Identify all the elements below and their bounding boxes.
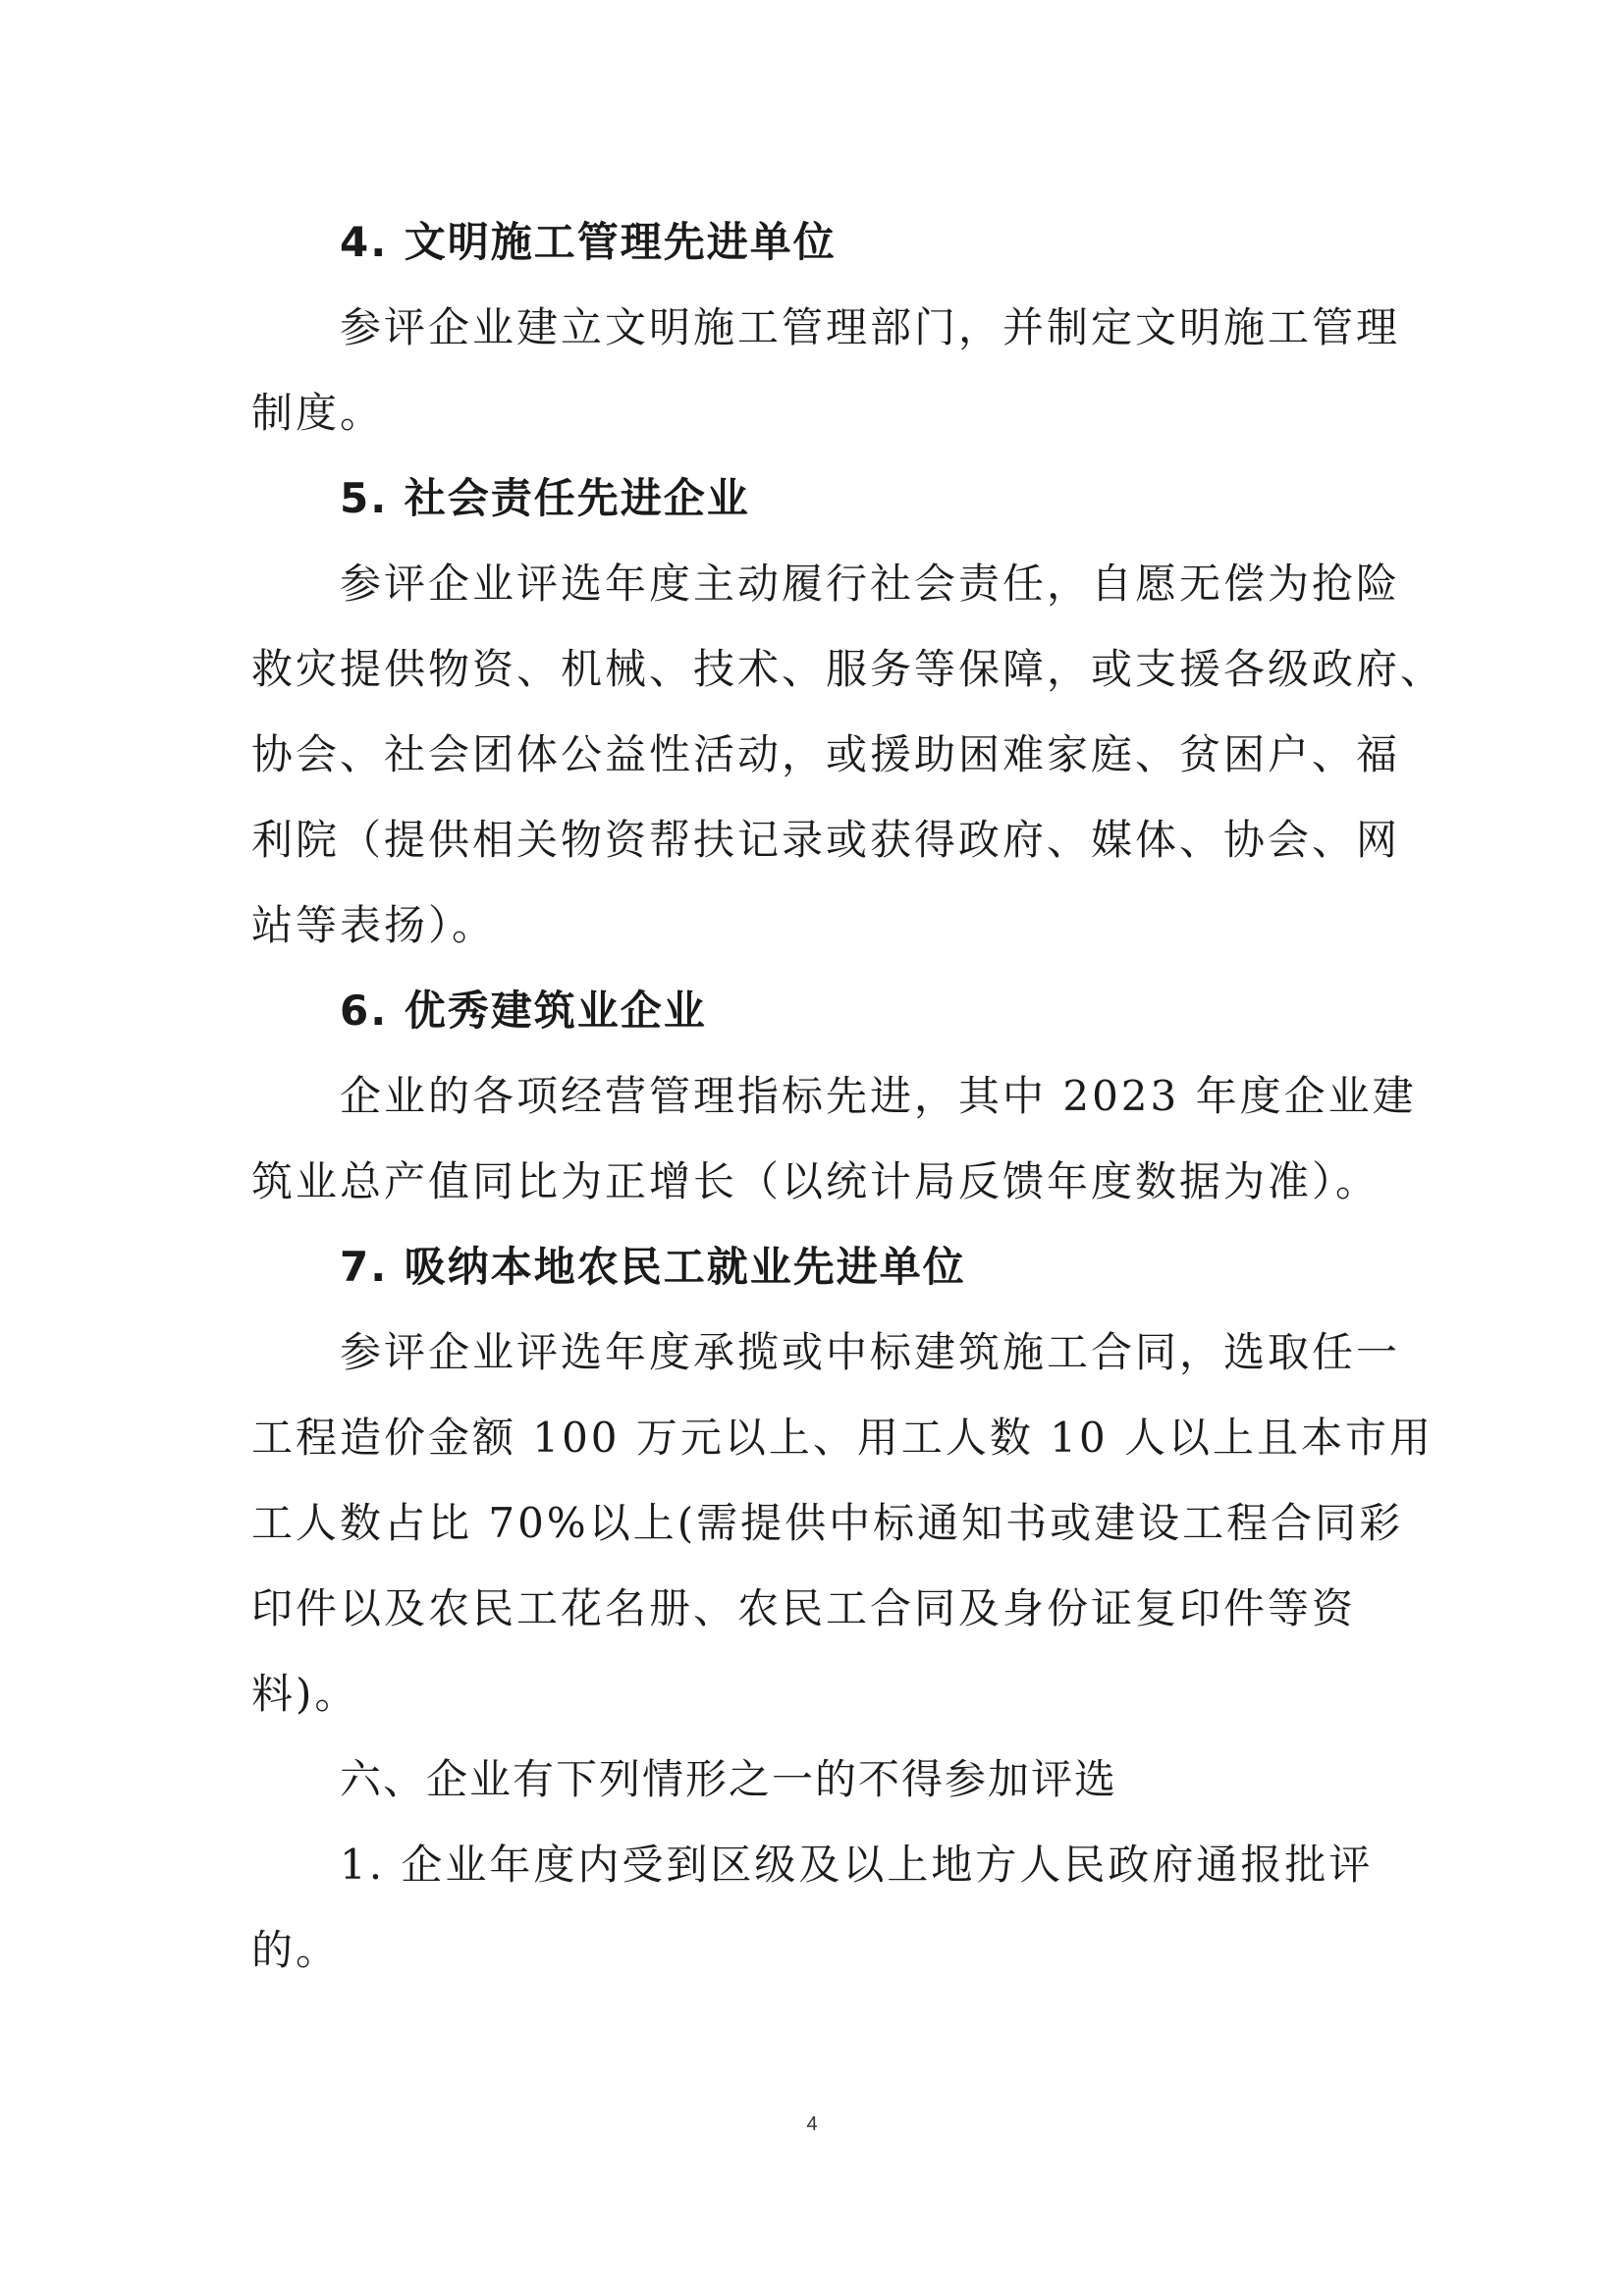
paragraph-line: 企业的各项经营管理指标先进，其中 2023 年度企业建 <box>340 1072 1417 1120</box>
heading-civilized-construction-unit: 4. 文明施工管理先进单位 <box>340 218 837 266</box>
paragraph-line: 筑业总产值同比为正增长（以统计局反馈年度数据为准）。 <box>251 1157 1380 1205</box>
paragraph-line: 印件以及农民工花名册、农民工合同及身份证复印件等资 <box>251 1584 1357 1632</box>
paragraph-line: 参评企业评选年度主动履行社会责任，自愿无偿为抢险 <box>340 560 1401 608</box>
page-number: 4 <box>806 2113 818 2135</box>
heading-social-responsibility-enterprise: 5. 社会责任先进企业 <box>340 474 750 522</box>
paragraph-line: 1. 企业年度内受到区级及以上地方人民政府通报批评 <box>340 1841 1374 1889</box>
paragraph-line: 站等表扬）。 <box>251 901 497 949</box>
paragraph-line: 参评企业评选年度承揽或中标建筑施工合同，选取任一 <box>340 1328 1401 1376</box>
paragraph-line: 制度。 <box>251 389 385 437</box>
paragraph-line: 料)。 <box>251 1670 359 1718</box>
paragraph-line: 救灾提供物资、机械、技术、服务等保障，或支援各级政府、 <box>251 645 1445 693</box>
paragraph-line: 利院（提供相关物资帮扶记录或获得政府、媒体、协会、网 <box>251 816 1401 864</box>
paragraph-line: 工程造价金额 100 万元以上、用工人数 10 人以上且本市用 <box>251 1414 1435 1462</box>
paragraph-line: 参评企业建立文明施工管理部门，并制定文明施工管理 <box>340 303 1401 351</box>
paragraph-line: 工人数占比 70%以上(需提供中标通知书或建设工程合同彩 <box>251 1499 1404 1547</box>
heading-local-migrant-worker-employment-unit: 7. 吸纳本地农民工就业先进单位 <box>340 1243 966 1291</box>
heading-excellent-construction-enterprise: 6. 优秀建筑业企业 <box>340 987 707 1035</box>
section-title-ineligibility: 六、企业有下列情形之一的不得参加评选 <box>340 1755 1118 1803</box>
paragraph-line: 协会、社会团体公益性活动，或援助困难家庭、贫困户、福 <box>251 730 1401 778</box>
paragraph-line: 的。 <box>251 1926 341 1974</box>
